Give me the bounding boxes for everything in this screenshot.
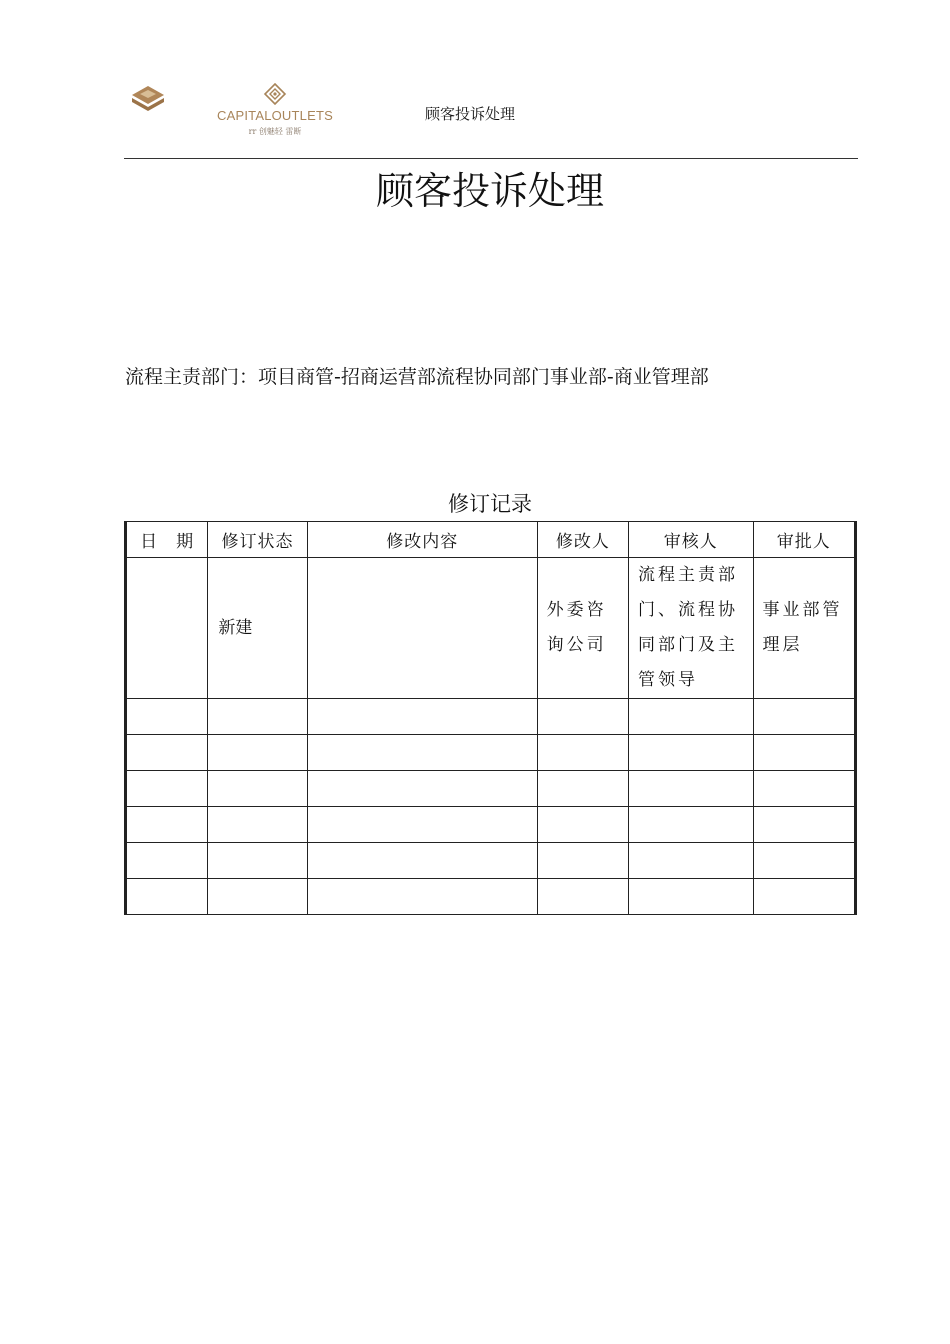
table-cell [126,735,208,771]
column-header-date: 日 期 [126,522,208,558]
document-title: 顾客投诉处理 [375,169,604,213]
brand-diamond-icon [262,83,288,105]
table-cell [629,735,754,771]
table-cell [753,735,855,771]
table-cell [537,807,628,843]
table-cell [629,843,754,879]
table-row [126,807,856,843]
table-row [126,699,856,735]
process-owner-line: 流程主责部门：项目商管-招商运营部流程协同部门事业部-商业管理部 [125,366,709,388]
table-cell [537,879,628,915]
table-row [126,735,856,771]
column-header-approver: 审批人 [753,522,855,558]
table-cell [537,843,628,879]
table-row [126,771,856,807]
table-cell [753,699,855,735]
table-cell [629,879,754,915]
table-cell [126,699,208,735]
table-cell [753,807,855,843]
table-cell [537,735,628,771]
table-cell [307,807,537,843]
table-cell [537,699,628,735]
table-cell [307,879,537,915]
table-row [126,558,856,699]
cell-reviewer: 流程主责部门、流程协同部门及主管领导 [629,558,754,699]
brand-logo [210,83,340,143]
cell-content [307,558,537,699]
table-cell [307,699,537,735]
table-row [126,843,856,879]
table-cell [753,843,855,879]
table-cell [208,735,307,771]
table-cell [307,771,537,807]
table-cell [208,843,307,879]
column-header-status: 修订状态 [208,522,307,558]
table-cell [208,771,307,807]
column-header-reviewer: 审核人 [629,522,754,558]
cell-approver: 事业部管理层 [753,558,855,699]
table-cell [307,843,537,879]
table-cell [126,771,208,807]
column-header-reviser: 修改人 [537,522,628,558]
revision-record-title: 修订记录 [448,492,532,516]
table-cell [753,879,855,915]
table-cell [126,807,208,843]
cell-date [126,558,208,699]
header-divider [124,158,858,159]
table-cell [537,771,628,807]
table-cell [126,879,208,915]
cell-reviser: 外委咨询公司 [537,558,628,699]
table-cell [208,807,307,843]
table-cell [208,879,307,915]
header-title: 顾客投诉处理 [425,105,516,123]
column-header-content: 修改内容 [307,522,537,558]
logo-mark-icon [128,84,168,114]
cell-status: 新建 [208,558,307,699]
table-cell [753,771,855,807]
table-cell [208,699,307,735]
revision-table [124,521,857,915]
table-header-row [126,522,856,558]
table-cell [126,843,208,879]
table-cell [629,699,754,735]
table-row [126,879,856,915]
table-cell [629,807,754,843]
brand-name: CAPITALOUTLETS [217,108,333,123]
table-cell [307,735,537,771]
table-cell [629,771,754,807]
brand-slogan: rr 创魅轻 雷断 [248,127,302,136]
